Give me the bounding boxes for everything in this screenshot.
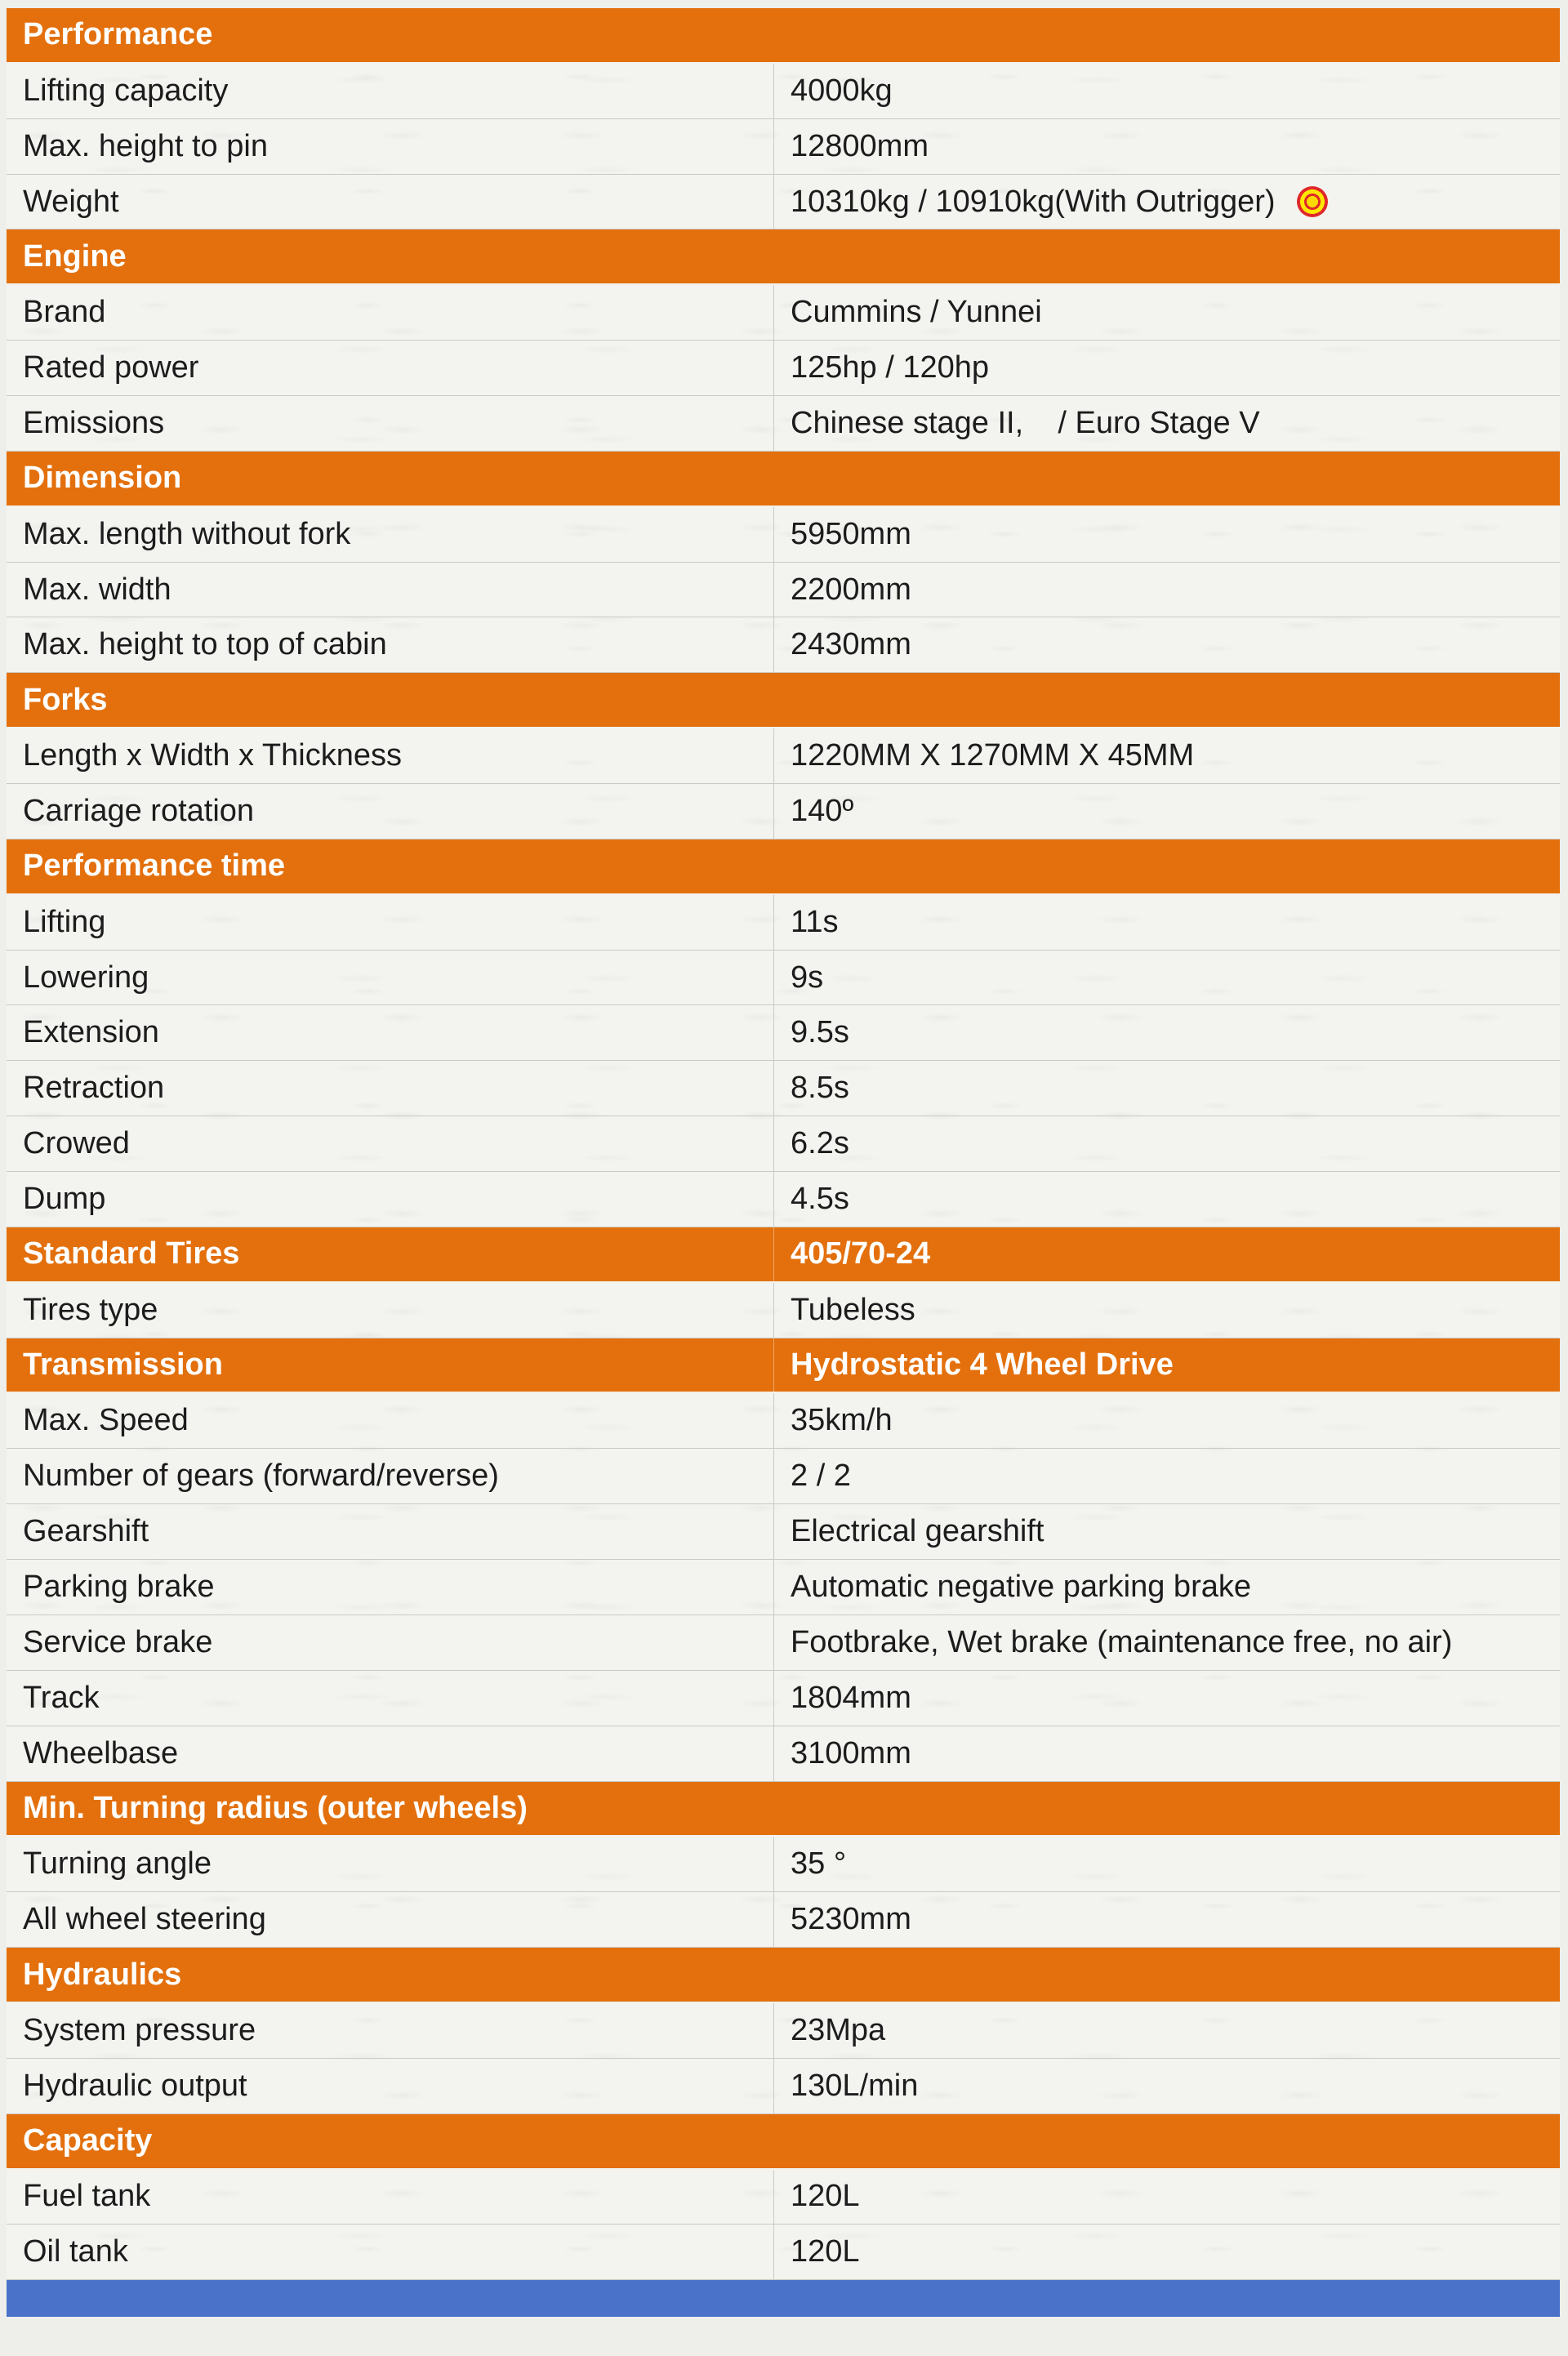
spec-value: 3100mm xyxy=(791,1735,911,1770)
table-row xyxy=(7,1615,1560,1671)
section-title: Min. Turning radius (outer wheels) xyxy=(23,1790,528,1825)
spec-label: Emissions xyxy=(7,396,774,451)
section-title: Dimension xyxy=(23,461,182,496)
spec-value-cell xyxy=(774,175,1560,229)
spec-label: Brand xyxy=(7,285,774,340)
spec-value: 9.5s xyxy=(791,1015,849,1050)
spec-label: Max. height to pin xyxy=(7,119,774,174)
spec-value: 140º xyxy=(791,793,854,828)
table-row xyxy=(7,784,1560,840)
spec-label: Hydraulic output xyxy=(7,2059,774,2113)
spec-value: 120L xyxy=(791,2234,860,2269)
table-row xyxy=(7,1837,1560,1892)
table-row xyxy=(7,951,1560,1006)
spec-value: Electrical gearshift xyxy=(791,1514,1045,1549)
spec-value: 35km/h xyxy=(791,1403,893,1438)
table-row xyxy=(7,617,1560,673)
table-row xyxy=(7,1005,1560,1061)
table-row xyxy=(7,1892,1560,1948)
spec-value: 4000kg xyxy=(791,73,893,108)
spec-label: Crowed xyxy=(7,1116,774,1171)
spec-label: Wheelbase xyxy=(7,1726,774,1781)
spec-value: Chinese stage II, / Euro Stage V xyxy=(791,405,1260,440)
table-row xyxy=(7,1393,1560,1449)
spec-value: 12800mm xyxy=(791,128,929,163)
table-row xyxy=(7,285,1560,341)
table-row xyxy=(7,341,1560,396)
spec-value: Cummins / Yunnei xyxy=(791,295,1042,330)
section-header-performance xyxy=(7,8,1560,64)
spec-label: Gearshift xyxy=(7,1504,774,1559)
spec-value: 5230mm xyxy=(791,1902,911,1937)
section-header-transmission xyxy=(7,1338,1560,1394)
table-row xyxy=(7,1449,1560,1504)
spec-label: Fuel tank xyxy=(7,2170,774,2225)
table-row xyxy=(7,1560,1560,1615)
section-header-engine xyxy=(7,229,1560,285)
section-value: Hydrostatic 4 Wheel Drive xyxy=(791,1347,1174,1383)
section-title: Performance time xyxy=(23,848,286,884)
section-header-standard-tires xyxy=(7,1227,1560,1283)
spec-value: 4.5s xyxy=(791,1181,849,1216)
section-title: Forks xyxy=(23,682,108,717)
table-row xyxy=(7,2225,1560,2280)
table-row xyxy=(7,507,1560,563)
spec-value: 125hp / 120hp xyxy=(791,350,990,385)
section-header-capacity xyxy=(7,2114,1560,2170)
spec-label: Number of gears (forward/reverse) xyxy=(7,1449,774,1503)
spec-label: Tires type xyxy=(7,1283,774,1338)
spec-label: Track xyxy=(7,1671,774,1726)
section-title: Standard Tires xyxy=(7,1227,774,1281)
table-row xyxy=(7,1172,1560,1227)
spec-value: 1220MM X 1270MM X 45MM xyxy=(791,738,1195,773)
section-header-turning-radius xyxy=(7,1782,1560,1837)
spec-label: Length x Width x Thickness xyxy=(7,728,774,783)
table-row xyxy=(7,563,1560,618)
spec-value: 5950mm xyxy=(791,516,911,551)
table-row xyxy=(7,1671,1560,1726)
spec-label: Lifting capacity xyxy=(7,64,774,118)
spec-table xyxy=(7,8,1560,2317)
table-row xyxy=(7,2003,1560,2059)
spec-label: Parking brake xyxy=(7,1560,774,1614)
spec-label: Max. length without fork xyxy=(7,507,774,562)
spec-value: Automatic negative parking brake xyxy=(791,1569,1251,1604)
spec-value: 2200mm xyxy=(791,572,911,607)
spec-label: Max. height to top of cabin xyxy=(7,617,774,672)
spec-label: Extension xyxy=(7,1005,774,1060)
target-icon xyxy=(1297,186,1328,217)
table-row xyxy=(7,2170,1560,2225)
section-title: Hydraulics xyxy=(23,1957,182,1992)
spec-label: Lowering xyxy=(7,951,774,1005)
spec-value: 2 / 2 xyxy=(791,1459,851,1494)
spec-label: Retraction xyxy=(7,1061,774,1116)
spec-label: Max. Speed xyxy=(7,1393,774,1448)
spec-label: Oil tank xyxy=(7,2225,774,2279)
table-row xyxy=(7,396,1560,452)
spec-label: Dump xyxy=(7,1172,774,1227)
spec-value: 2430mm xyxy=(791,627,911,662)
table-row xyxy=(7,1726,1560,1782)
spec-value: 6.2s xyxy=(791,1126,849,1161)
table-row xyxy=(7,175,1560,230)
spec-value: 10310kg / 10910kg(With Outrigger) xyxy=(791,184,1276,219)
spec-value: 1804mm xyxy=(791,1680,911,1715)
spec-label: Max. width xyxy=(7,563,774,617)
table-row xyxy=(7,1504,1560,1560)
spec-label: All wheel steering xyxy=(7,1892,774,1947)
table-row xyxy=(7,728,1560,784)
section-header-performance-time xyxy=(7,840,1560,895)
spec-label: Weight xyxy=(7,175,774,229)
spec-label: Carriage rotation xyxy=(7,784,774,839)
spec-value: 8.5s xyxy=(791,1071,849,1106)
section-header-forks xyxy=(7,673,1560,728)
spec-value: 35 ° xyxy=(791,1846,847,1882)
spec-value: 11s xyxy=(791,904,839,939)
spec-value: 120L xyxy=(791,2179,860,2214)
spec-label: Rated power xyxy=(7,341,774,395)
section-value: 405/70-24 xyxy=(791,1236,931,1272)
spec-value: Footbrake, Wet brake (maintenance free, no air) xyxy=(791,1624,1453,1659)
section-title: Performance xyxy=(23,17,213,52)
table-row xyxy=(7,1283,1560,1338)
spec-value: 23Mpa xyxy=(791,2012,886,2047)
section-title: Capacity xyxy=(23,2123,153,2158)
section-header-hydraulics xyxy=(7,1948,1560,2003)
section-title: Transmission xyxy=(7,1338,774,1392)
spec-label: Turning angle xyxy=(7,1837,774,1891)
table-row xyxy=(7,119,1560,175)
section-title: Engine xyxy=(23,238,127,274)
section-header-dimension xyxy=(7,452,1560,507)
table-row xyxy=(7,895,1560,951)
spec-label: Service brake xyxy=(7,1615,774,1670)
table-row xyxy=(7,1116,1560,1172)
spec-value: 9s xyxy=(791,960,824,995)
table-row xyxy=(7,1061,1560,1116)
spec-label: System pressure xyxy=(7,2003,774,2058)
table-row xyxy=(7,64,1560,119)
spec-value: Tubeless xyxy=(791,1292,915,1327)
spec-value: 130L/min xyxy=(791,2068,919,2103)
footer-bar xyxy=(7,2280,1560,2317)
table-row xyxy=(7,2059,1560,2114)
spec-label: Lifting xyxy=(7,895,774,950)
